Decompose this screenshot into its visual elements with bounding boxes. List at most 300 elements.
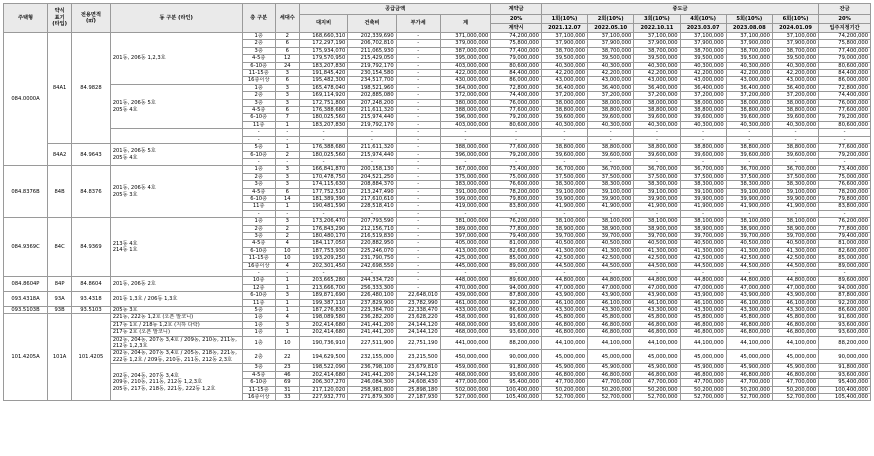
cell-dong: 217동 1호 / 218동 1,2호 (지하 다락) bbox=[110, 321, 242, 328]
cell-m6: 47,000,000 bbox=[772, 284, 818, 291]
cell-bldg: 215,974,440 bbox=[348, 151, 396, 158]
cell-m4: 42,500,000 bbox=[680, 255, 726, 262]
cell-total: 399,000,000 bbox=[440, 195, 491, 202]
cell-m6: 39,600,000 bbox=[772, 151, 818, 158]
cell-vat: - bbox=[396, 107, 440, 114]
header-balance-pct: 20% bbox=[819, 15, 871, 24]
cell-m5: 37,500,000 bbox=[726, 173, 772, 180]
cell-hh: 6 bbox=[275, 188, 299, 195]
cell-m1: 46,800,000 bbox=[541, 321, 587, 328]
cell-bldg: 241,441,200 bbox=[348, 329, 396, 336]
header-m3-date: 2022.10.11 bbox=[634, 24, 680, 33]
cell-m1: 36,700,000 bbox=[541, 166, 587, 173]
cell-vat: - bbox=[396, 284, 440, 291]
cell-bldg: 215,974,440 bbox=[348, 114, 396, 121]
cell-m1: 45,900,000 bbox=[541, 364, 587, 371]
cell-total: 433,000,000 bbox=[440, 307, 491, 314]
cell-m4: 38,300,000 bbox=[680, 181, 726, 188]
cell-area: 84.9828 bbox=[72, 33, 111, 144]
cell-m3: 45,900,000 bbox=[634, 364, 680, 371]
cell-m2: 50,200,000 bbox=[588, 386, 634, 393]
cell-m1: 38,700,000 bbox=[541, 47, 587, 54]
cell-vat: - bbox=[396, 255, 440, 262]
cell-m5: 40,300,000 bbox=[726, 62, 772, 69]
cell-land: 176,843,290 bbox=[299, 225, 347, 232]
cell-m4: 39,600,000 bbox=[680, 151, 726, 158]
cell-floor: 6-10층 bbox=[242, 114, 275, 121]
cell-dong bbox=[110, 129, 242, 144]
cell-dong: 205동 3호 bbox=[110, 307, 242, 314]
cell-m1: 47,000,000 bbox=[541, 284, 587, 291]
cell-type: 084.9369C bbox=[4, 218, 48, 277]
cell-m2: 43,000,000 bbox=[588, 77, 634, 84]
cell-m1: 44,100,000 bbox=[541, 336, 587, 350]
cell-m6: 46,100,000 bbox=[772, 299, 818, 306]
cell-m2: - bbox=[588, 136, 634, 143]
cell-land: 183,207,830 bbox=[299, 62, 347, 69]
cell-m1: 43,900,000 bbox=[541, 292, 587, 299]
cell-m5: 37,200,000 bbox=[726, 92, 772, 99]
cell-m2: 45,000,000 bbox=[588, 350, 634, 364]
cell-bal: 79,000,000 bbox=[819, 55, 871, 62]
cell-m6: 41,300,000 bbox=[772, 247, 818, 254]
header-contract: 계약금 bbox=[491, 4, 542, 15]
cell-m5: 39,100,000 bbox=[726, 188, 772, 195]
cell-m5: 46,800,000 bbox=[726, 321, 772, 328]
cell-hh: 3 bbox=[275, 99, 299, 106]
table-row bbox=[4, 166, 871, 173]
cell-hh: - bbox=[275, 270, 299, 277]
cell-m1: 36,400,000 bbox=[541, 84, 587, 91]
cell-m3: - bbox=[634, 136, 680, 143]
cell-m4: 46,800,000 bbox=[680, 321, 726, 328]
cell-m2: 38,900,000 bbox=[588, 225, 634, 232]
cell-dong: 202동, 204동, 207동 3,4호 / 205동, 218동, 221동, 222동 1,2호 / 209동, 210동, 211동, 212동 2,3호 bbox=[110, 350, 242, 364]
cell-land: 172,297,190 bbox=[299, 40, 347, 47]
cell-hh: 3 bbox=[275, 173, 299, 180]
cell-vat: - bbox=[396, 270, 440, 277]
cell-m5: 52,700,000 bbox=[726, 393, 772, 400]
cell-hh: 10 bbox=[275, 255, 299, 262]
cell-m6: 40,300,000 bbox=[772, 62, 818, 69]
cell-m3: 43,000,000 bbox=[634, 77, 680, 84]
cell-m1: 40,300,000 bbox=[541, 121, 587, 128]
cell-total: 395,000,000 bbox=[440, 55, 491, 62]
cell-short-type: 84P bbox=[48, 277, 72, 292]
table-row bbox=[4, 33, 871, 40]
cell-m2: 37,500,000 bbox=[588, 173, 634, 180]
cell-bldg: 227,511,900 bbox=[348, 336, 396, 350]
cell-m5: 38,800,000 bbox=[726, 144, 772, 151]
header-m1: 1회(10%) bbox=[541, 15, 587, 24]
cell-m5: - bbox=[726, 210, 772, 217]
cell-short-type: 84A1 bbox=[48, 33, 72, 144]
cell-m4: 47,000,000 bbox=[680, 284, 726, 291]
cell-bal: 86,600,000 bbox=[819, 307, 871, 314]
cell-m1: 41,900,000 bbox=[541, 203, 587, 210]
cell-m1: - bbox=[541, 136, 587, 143]
cell-m6: 38,800,000 bbox=[772, 107, 818, 114]
cell-m2: 39,600,000 bbox=[588, 114, 634, 121]
cell-m6: 38,000,000 bbox=[772, 99, 818, 106]
cell-m5: 45,800,000 bbox=[726, 314, 772, 321]
cell-total: 403,000,000 bbox=[440, 62, 491, 69]
cell-floor: 11-15층 bbox=[242, 386, 275, 393]
cell-m6: 45,000,000 bbox=[772, 350, 818, 364]
cell-m2: 40,300,000 bbox=[588, 62, 634, 69]
cell-m6: 38,100,000 bbox=[772, 218, 818, 225]
cell-m4: 38,700,000 bbox=[680, 47, 726, 54]
cell-hh: 1 bbox=[275, 299, 299, 306]
cell-bal: 76,600,000 bbox=[819, 181, 871, 188]
cell-hh: - bbox=[275, 158, 299, 165]
cell-hh: 3 bbox=[275, 218, 299, 225]
cell-m2: 42,500,000 bbox=[588, 255, 634, 262]
cell-m1: 42,200,000 bbox=[541, 70, 587, 77]
cell-total: 527,000,000 bbox=[440, 393, 491, 400]
cell-vat: - bbox=[396, 144, 440, 151]
cell-land: 194,629,500 bbox=[299, 350, 347, 364]
cell-total: 367,000,000 bbox=[440, 166, 491, 173]
cell-m1: 41,300,000 bbox=[541, 247, 587, 254]
cell-m5: 47,700,000 bbox=[726, 379, 772, 386]
cell-hh: 4 bbox=[275, 240, 299, 247]
table-row bbox=[4, 277, 871, 284]
cell-floor: 6-10층 bbox=[242, 379, 275, 386]
cell-bal: 94,000,000 bbox=[819, 284, 871, 291]
cell-m3: 37,100,000 bbox=[634, 33, 680, 40]
cell-hh: 1 bbox=[275, 307, 299, 314]
cell-area: 101.4205 bbox=[72, 314, 111, 401]
cell-vat: - bbox=[396, 129, 440, 136]
cell-m3: 40,300,000 bbox=[634, 121, 680, 128]
cell-dong: 201동, 206동 4호 205동 3호 bbox=[110, 166, 242, 218]
cell-land: 165,478,040 bbox=[299, 84, 347, 91]
cell-c: - bbox=[491, 136, 542, 143]
cell-m6: 50,200,000 bbox=[772, 386, 818, 393]
cell-m4: 52,700,000 bbox=[680, 393, 726, 400]
cell-hh: 33 bbox=[275, 393, 299, 400]
cell-bldg: 211,611,320 bbox=[348, 107, 396, 114]
cell-bal: 79,200,000 bbox=[819, 151, 871, 158]
cell-bal: 80,600,000 bbox=[819, 121, 871, 128]
cell-m4: 40,300,000 bbox=[680, 62, 726, 69]
cell-land: 174,115,630 bbox=[299, 181, 347, 188]
cell-m3: 50,200,000 bbox=[634, 386, 680, 393]
cell-total: 413,000,000 bbox=[440, 247, 491, 254]
cell-m1: 39,700,000 bbox=[541, 232, 587, 239]
cell-m6: 38,800,000 bbox=[772, 144, 818, 151]
cell-c: 83,800,000 bbox=[491, 203, 542, 210]
cell-hh: 2 bbox=[275, 225, 299, 232]
cell-c: 93,600,000 bbox=[491, 321, 542, 328]
cell-m6: 45,800,000 bbox=[772, 314, 818, 321]
header-m1-date: 2021.12.07 bbox=[541, 24, 587, 33]
cell-land: 180,025,560 bbox=[299, 114, 347, 121]
cell-floor: 4-5층 bbox=[242, 107, 275, 114]
cell-m5: 42,200,000 bbox=[726, 70, 772, 77]
cell-bldg: 271,879,300 bbox=[348, 393, 396, 400]
cell-m3: 38,900,000 bbox=[634, 225, 680, 232]
cell-m4: 46,100,000 bbox=[680, 299, 726, 306]
cell-area: 93.5103 bbox=[72, 307, 111, 314]
cell-hh: 6 bbox=[275, 47, 299, 54]
cell-bal: - bbox=[819, 136, 871, 143]
table-row bbox=[4, 336, 871, 350]
cell-bal: 80,600,000 bbox=[819, 62, 871, 69]
cell-bal: 89,000,000 bbox=[819, 262, 871, 269]
cell-m3: 44,500,000 bbox=[634, 262, 680, 269]
cell-bldg: 228,518,410 bbox=[348, 203, 396, 210]
cell-m6: - bbox=[772, 210, 818, 217]
cell-m5: 45,000,000 bbox=[726, 350, 772, 364]
table-row bbox=[4, 292, 871, 299]
cell-c: 89,600,000 bbox=[491, 277, 542, 284]
cell-floor: - bbox=[242, 129, 275, 136]
cell-bldg: - bbox=[348, 270, 396, 277]
cell-m1: 38,800,000 bbox=[541, 107, 587, 114]
cell-vat: 24,144,120 bbox=[396, 329, 440, 336]
cell-vat: - bbox=[396, 232, 440, 239]
header-middle: 중도금 bbox=[541, 4, 818, 15]
cell-bal: 95,400,000 bbox=[819, 379, 871, 386]
cell-dong: 201동, 206동 5호 205동 4호 bbox=[110, 84, 242, 128]
cell-type: 084.8604P bbox=[4, 277, 48, 292]
cell-m2: 46,800,000 bbox=[588, 321, 634, 328]
header-short-type: 약식 표기 (타입) bbox=[48, 4, 72, 33]
cell-total: 391,000,000 bbox=[440, 188, 491, 195]
cell-floor: 11-15층 bbox=[242, 70, 275, 77]
header-dong: 동 구분 (라인) bbox=[110, 4, 242, 33]
header-households: 세대수 bbox=[275, 4, 299, 33]
cell-m1: 39,500,000 bbox=[541, 55, 587, 62]
cell-m3: 46,100,000 bbox=[634, 299, 680, 306]
cell-dong: 202동, 204동, 207동 3,4호 209동, 210동, 211동, 212동 1,2,3호 205동, 217동, 218동, 221동, 222동 1,2호 bbox=[110, 364, 242, 401]
cell-bal: 77,800,000 bbox=[819, 225, 871, 232]
cell-m2: 37,100,000 bbox=[588, 33, 634, 40]
cell-m4: 40,300,000 bbox=[680, 121, 726, 128]
cell-hh: 7 bbox=[275, 114, 299, 121]
cell-area: 84.8604 bbox=[72, 277, 111, 292]
cell-c: 95,400,000 bbox=[491, 379, 542, 386]
cell-c: 90,000,000 bbox=[491, 350, 542, 364]
cell-vat: - bbox=[396, 247, 440, 254]
cell-m2: - bbox=[588, 270, 634, 277]
cell-total: 502,000,000 bbox=[440, 386, 491, 393]
cell-vat: - bbox=[396, 203, 440, 210]
cell-c: 78,200,000 bbox=[491, 188, 542, 195]
cell-hh: 1 bbox=[275, 144, 299, 151]
cell-m6: - bbox=[772, 158, 818, 165]
table-body bbox=[4, 33, 871, 401]
cell-m3: 39,600,000 bbox=[634, 114, 680, 121]
cell-total: 371,000,000 bbox=[440, 33, 491, 40]
cell-land: 189,871,690 bbox=[299, 292, 347, 299]
cell-hh: 1 bbox=[275, 329, 299, 336]
cell-bal: 82,600,000 bbox=[819, 247, 871, 254]
cell-floor: 3층 bbox=[242, 232, 275, 239]
cell-bldg: 219,792,170 bbox=[348, 121, 396, 128]
cell-m6: 46,800,000 bbox=[772, 329, 818, 336]
cell-area: 93.4318 bbox=[72, 292, 111, 307]
cell-total: 397,000,000 bbox=[440, 232, 491, 239]
header-m4: 4회(10%) bbox=[680, 15, 726, 24]
cell-bal: - bbox=[819, 158, 871, 165]
cell-vat: 27,187,930 bbox=[396, 393, 440, 400]
cell-hh: 24 bbox=[275, 62, 299, 69]
cell-floor: 4-5층 bbox=[242, 188, 275, 195]
cell-total: 439,000,000 bbox=[440, 292, 491, 299]
cell-vat: - bbox=[396, 114, 440, 121]
cell-vat: - bbox=[396, 240, 440, 247]
cell-bldg: 242,698,550 bbox=[348, 262, 396, 269]
cell-m5: 38,300,000 bbox=[726, 181, 772, 188]
cell-total: - bbox=[440, 210, 491, 217]
cell-vat: - bbox=[396, 40, 440, 47]
cell-bal: 74,200,000 bbox=[819, 33, 871, 40]
cell-c: 77,600,000 bbox=[491, 144, 542, 151]
cell-m5: 50,200,000 bbox=[726, 386, 772, 393]
cell-bal: - bbox=[819, 210, 871, 217]
header-land: 대지비 bbox=[299, 15, 347, 33]
cell-total: 419,000,000 bbox=[440, 203, 491, 210]
cell-total: - bbox=[440, 129, 491, 136]
cell-m4: 44,100,000 bbox=[680, 336, 726, 350]
cell-m6: 42,500,000 bbox=[772, 255, 818, 262]
cell-c: 73,400,000 bbox=[491, 166, 542, 173]
cell-vat: - bbox=[396, 218, 440, 225]
cell-bldg: 207,793,590 bbox=[348, 218, 396, 225]
cell-m3: 39,700,000 bbox=[634, 232, 680, 239]
cell-bldg: 212,156,710 bbox=[348, 225, 396, 232]
cell-m1: 45,000,000 bbox=[541, 350, 587, 364]
cell-bal: 90,000,000 bbox=[819, 350, 871, 364]
table-row bbox=[4, 329, 871, 336]
cell-hh: 23 bbox=[275, 364, 299, 371]
cell-vat: - bbox=[396, 47, 440, 54]
cell-bldg: - bbox=[348, 136, 396, 143]
cell-land: 172,751,800 bbox=[299, 99, 347, 106]
cell-vat: - bbox=[396, 181, 440, 188]
cell-land: 187,753,930 bbox=[299, 247, 347, 254]
cell-m3: 41,300,000 bbox=[634, 247, 680, 254]
cell-bldg: 213,247,490 bbox=[348, 188, 396, 195]
cell-type: 084.8376B bbox=[4, 166, 48, 218]
header-m2-date: 2022.05.10 bbox=[588, 24, 634, 33]
cell-floor: 2층 bbox=[242, 40, 275, 47]
cell-land: 195,482,300 bbox=[299, 77, 347, 84]
cell-m1: 52,700,000 bbox=[541, 393, 587, 400]
cell-m2: 46,800,000 bbox=[588, 371, 634, 378]
cell-m2: 39,700,000 bbox=[588, 232, 634, 239]
cell-m6: - bbox=[772, 129, 818, 136]
cell-bldg: 230,154,580 bbox=[348, 70, 396, 77]
cell-m6: 39,100,000 bbox=[772, 188, 818, 195]
cell-c: 86,600,000 bbox=[491, 307, 542, 314]
cell-m5: 38,100,000 bbox=[726, 218, 772, 225]
cell-m2: 38,800,000 bbox=[588, 107, 634, 114]
cell-m3: 36,400,000 bbox=[634, 84, 680, 91]
cell-m5: 40,500,000 bbox=[726, 240, 772, 247]
cell-total: 383,000,000 bbox=[440, 181, 491, 188]
cell-m4: 45,800,000 bbox=[680, 314, 726, 321]
cell-m3: 43,900,000 bbox=[634, 292, 680, 299]
cell-c: 93,600,000 bbox=[491, 371, 542, 378]
cell-m5: 43,900,000 bbox=[726, 292, 772, 299]
cell-m1: 42,500,000 bbox=[541, 255, 587, 262]
cell-m2: 38,300,000 bbox=[588, 181, 634, 188]
cell-m2: 45,800,000 bbox=[588, 314, 634, 321]
cell-hh: - bbox=[275, 210, 299, 217]
cell-hh: 6 bbox=[275, 77, 299, 84]
cell-floor: - bbox=[242, 158, 275, 165]
header-type: 주택형 bbox=[4, 4, 48, 33]
cell-m4: - bbox=[680, 136, 726, 143]
cell-m4: 47,700,000 bbox=[680, 379, 726, 386]
cell-m3: - bbox=[634, 210, 680, 217]
cell-m2: 41,300,000 bbox=[588, 247, 634, 254]
cell-c: 80,600,000 bbox=[491, 121, 542, 128]
cell-m5: 43,000,000 bbox=[726, 77, 772, 84]
cell-m6: 39,600,000 bbox=[772, 114, 818, 121]
cell-m2: 47,700,000 bbox=[588, 379, 634, 386]
cell-m3: 39,100,000 bbox=[634, 188, 680, 195]
cell-c: 89,000,000 bbox=[491, 262, 542, 269]
cell-hh: 4 bbox=[275, 314, 299, 321]
cell-bal: 93,600,000 bbox=[819, 321, 871, 328]
cell-short-type: 84B bbox=[48, 166, 72, 218]
cell-dong: 213동 4호 214동 1호 bbox=[110, 218, 242, 277]
cell-m6: 43,900,000 bbox=[772, 292, 818, 299]
cell-hh: 6 bbox=[275, 40, 299, 47]
cell-c: 76,600,000 bbox=[491, 181, 542, 188]
cell-m2: 41,900,000 bbox=[588, 203, 634, 210]
cell-m4: 40,500,000 bbox=[680, 240, 726, 247]
cell-m6: 45,900,000 bbox=[772, 364, 818, 371]
cell-m1: 43,000,000 bbox=[541, 77, 587, 84]
cell-m6: - bbox=[772, 270, 818, 277]
cell-m4: 39,700,000 bbox=[680, 232, 726, 239]
cell-m2: 42,200,000 bbox=[588, 70, 634, 77]
cell-m5: - bbox=[726, 129, 772, 136]
cell-m2: - bbox=[588, 158, 634, 165]
cell-c: 79,200,000 bbox=[491, 151, 542, 158]
cell-m4: 38,900,000 bbox=[680, 225, 726, 232]
header-m3: 3회(10%) bbox=[634, 15, 680, 24]
cell-hh: 10 bbox=[275, 336, 299, 350]
cell-c: 85,000,000 bbox=[491, 255, 542, 262]
cell-m6: 46,800,000 bbox=[772, 371, 818, 378]
cell-type: 093.5103B bbox=[4, 307, 48, 314]
cell-land: - bbox=[299, 210, 347, 217]
cell-bldg: 220,882,950 bbox=[348, 240, 396, 247]
cell-m2: 39,900,000 bbox=[588, 195, 634, 202]
header-m2: 2회(10%) bbox=[588, 15, 634, 24]
cell-floor: - bbox=[242, 210, 275, 217]
header-floor: 층 구분 bbox=[242, 4, 275, 33]
cell-m2: 36,400,000 bbox=[588, 84, 634, 91]
cell-floor: 2층 bbox=[242, 173, 275, 180]
cell-land: 193,209,250 bbox=[299, 255, 347, 262]
cell-vat: - bbox=[396, 166, 440, 173]
cell-m1: 44,800,000 bbox=[541, 277, 587, 284]
cell-m2: 44,100,000 bbox=[588, 336, 634, 350]
cell-total: 425,000,000 bbox=[440, 255, 491, 262]
cell-m1: 47,700,000 bbox=[541, 379, 587, 386]
cell-c: 74,200,000 bbox=[491, 33, 542, 40]
cell-m3: 40,300,000 bbox=[634, 62, 680, 69]
cell-bal: 78,200,000 bbox=[819, 188, 871, 195]
